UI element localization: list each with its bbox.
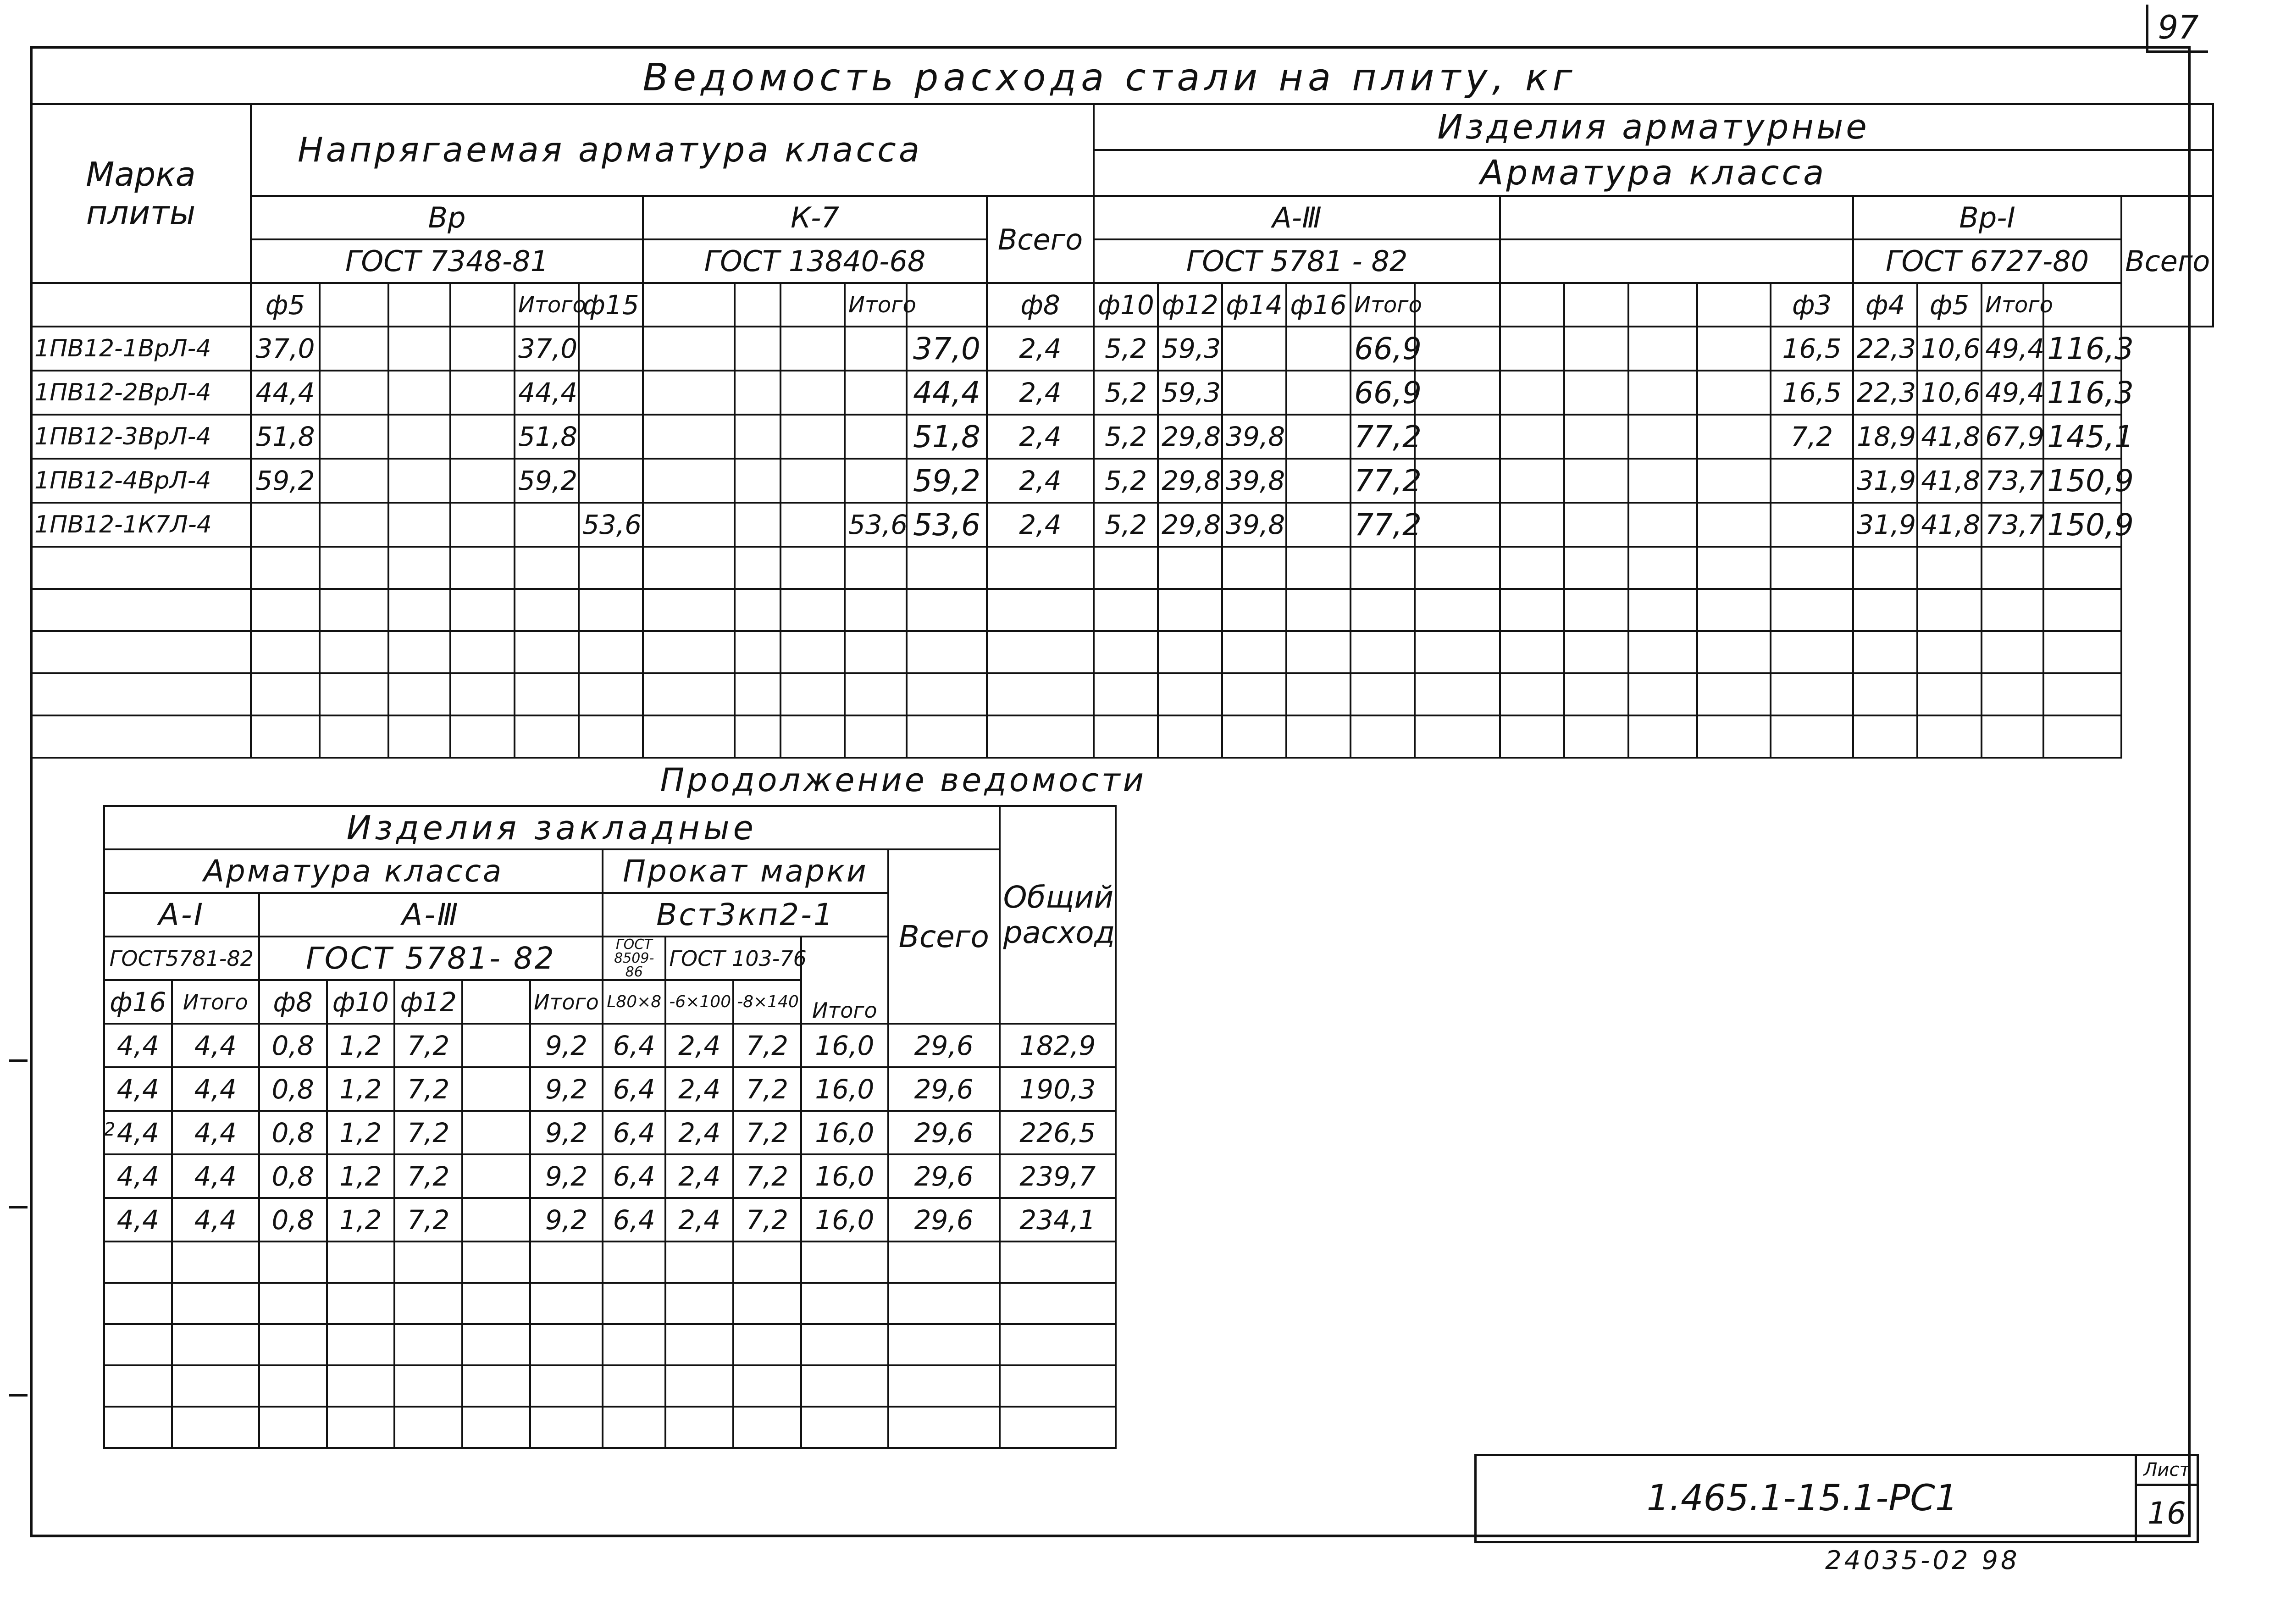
gost-8509: ГОСТ 8509-86 (603, 937, 665, 980)
cell-s6: 2,4 (665, 1024, 733, 1067)
hdr-a3-d14: ф14 (1222, 283, 1286, 327)
cell-s6: 2,4 (665, 1198, 733, 1242)
cell-overall: 182,9 (1000, 1024, 1116, 1067)
table-row (104, 1067, 1116, 1111)
cell-bp-d5: 44,4 (251, 371, 320, 415)
table-row (31, 503, 2213, 547)
main-table (30, 103, 2214, 759)
page-number: 97 (2146, 5, 2208, 53)
mark-subcell (31, 283, 251, 327)
empty-row (31, 589, 2213, 631)
cell-a3-d12: 7,2 (394, 1111, 462, 1154)
empty-row (31, 547, 2213, 589)
cell-rolled-itogo: 16,0 (801, 1067, 888, 1111)
cell-bp1-d5: 41,8 (1917, 415, 1982, 459)
continuation-table (103, 805, 1117, 1449)
empty-row (104, 1407, 1116, 1448)
cell-overall: 239,7 (1000, 1154, 1116, 1198)
cell-a3-d8: 0,8 (259, 1067, 327, 1111)
cell-bp1-itogo: 49,4 (1982, 327, 2043, 371)
table-row (104, 1154, 1116, 1198)
cell-total: 29,6 (888, 1067, 1000, 1111)
cell-a3-d14: 39,8 (1222, 415, 1286, 459)
cell-bp1-itogo: 73,7 (1982, 459, 2043, 503)
cell-a3-d12: 7,2 (394, 1154, 462, 1198)
hdr-bp1-d4: ф4 (1853, 283, 1917, 327)
cell-a3-itogo: 9,2 (530, 1024, 603, 1067)
cell-s8: 7,2 (733, 1024, 801, 1067)
hdr-a3-d12: ф12 (1158, 283, 1222, 327)
class-bp: Вр (251, 196, 643, 239)
cell-items-total: 150,9 (2043, 503, 2121, 547)
cell-s6: 2,4 (665, 1154, 733, 1198)
gost-bp1: ГОСТ 6727-80 (1853, 239, 2121, 283)
cell-a3-d12: 59,3 (1158, 327, 1222, 371)
cell-bp-d5: 37,0 (251, 327, 320, 371)
hdr-a3-d16: ф16 (1286, 283, 1351, 327)
header-total: Всего (888, 849, 1000, 1024)
cell-a3-d8: 0,8 (259, 1154, 327, 1198)
cell-mark: 1ПВ12-2ВрЛ-4 (31, 371, 251, 415)
gost-a3-embedded: ГОСТ 5781- 82 (259, 937, 603, 980)
cell-bp-d5: 51,8 (251, 415, 320, 459)
cell-bp1-d4: 18,9 (1853, 415, 1917, 459)
hdr-bp1-d5: ф5 (1917, 283, 1982, 327)
cell-a3-itogo: 66,9 (1351, 327, 1415, 371)
gost-a1: ГОСТ5781-82 (104, 937, 259, 980)
hdr-s8: -8×140 (733, 980, 801, 1024)
cell-s8: 7,2 (733, 1154, 801, 1198)
cell-a3-d10: 1,2 (327, 1154, 395, 1198)
cell-a1-itogo: 4,4 (172, 1067, 259, 1111)
cell-k7-itogo (845, 415, 907, 459)
cell-bp-d5 (251, 503, 320, 547)
cell-bp1-d3: 7,2 (1771, 415, 1853, 459)
cell-k7-itogo: 53,6 (845, 503, 907, 547)
cell-bp-itogo (515, 503, 579, 547)
cell-k7-d15: 53,6 (579, 503, 643, 547)
cell-a3-d10: 5,2 (1094, 371, 1158, 415)
gost-103: ГОСТ 103-76 (665, 937, 801, 980)
col-header-mark: Марка плиты (31, 104, 251, 283)
hdr-bp1-itogo: Итого (1982, 283, 2043, 327)
cell-mark: 1ПВ12-1ВрЛ-4 (31, 327, 251, 371)
cell-k7-d15 (579, 459, 643, 503)
cell-total: 29,6 (888, 1024, 1000, 1067)
gost-k7: ГОСТ 13840-68 (643, 239, 987, 283)
cell-a1-itogo: 4,4 (172, 1154, 259, 1198)
class-blank (1500, 196, 1853, 239)
table-row (31, 327, 2213, 371)
cell-a3-itogo: 9,2 (530, 1111, 603, 1154)
cell-a3-itogo: 9,2 (530, 1198, 603, 1242)
cell-total: 59,2 (907, 459, 987, 503)
hdr-a3-d10-emb: ф10 (327, 980, 395, 1024)
cell-a1-itogo: 4,4 (172, 1024, 259, 1067)
cell-items-total: 150,9 (2043, 459, 2121, 503)
cell-a3-itogo: 9,2 (530, 1154, 603, 1198)
header-rebar-class: Арматура класса (104, 849, 603, 893)
cell-a3-d8: 2,4 (987, 503, 1094, 547)
cell-a3-d8: 2,4 (987, 371, 1094, 415)
cell-bp1-d3 (1771, 503, 1853, 547)
cell-bp1-itogo: 49,4 (1982, 371, 2043, 415)
cell-bp-d5: 59,2 (251, 459, 320, 503)
cell-total: 44,4 (907, 371, 987, 415)
empty-row (104, 1283, 1116, 1324)
cell-a3-itogo: 77,2 (1351, 503, 1415, 547)
hdr-a3-d12-emb: ф12 (394, 980, 462, 1024)
cell-a3-d14: 39,8 (1222, 503, 1286, 547)
hdr-a3-itogo-emb: Итого (530, 980, 603, 1024)
sheet-number: 16 (2148, 1496, 2186, 1531)
table-row (104, 1111, 1116, 1154)
header-items: Изделия арматурные (1094, 104, 2213, 150)
cell-a3-d12: 7,2 (394, 1198, 462, 1242)
cell-rolled-itogo: 16,0 (801, 1198, 888, 1242)
cell-total: 51,8 (907, 415, 987, 459)
cell-bp1-d3 (1771, 459, 1853, 503)
cell-bp1-d5: 10,6 (1917, 327, 1982, 371)
cell-a3-d10: 1,2 (327, 1067, 395, 1111)
title-block-stamp (1474, 1454, 2199, 1543)
cell-bp1-d3: 16,5 (1771, 371, 1853, 415)
cell-a3-d16 (1286, 503, 1351, 547)
cell-a3-d8: 2,4 (987, 327, 1094, 371)
sheet-label: Лист (2137, 1456, 2197, 1486)
cell-l80: 6,4 (603, 1067, 665, 1111)
cell-l80: 6,4 (603, 1024, 665, 1067)
cell-a3-itogo: 9,2 (530, 1067, 603, 1111)
cell-s8: 7,2 (733, 1111, 801, 1154)
cell-a3-d8: 0,8 (259, 1024, 327, 1067)
cell-overall: 190,3 (1000, 1067, 1116, 1111)
cell-a1-itogo: 4,4 (172, 1198, 259, 1242)
cell-a1-itogo: 4,4 (172, 1111, 259, 1154)
cell-bp1-d5: 41,8 (1917, 503, 1982, 547)
gost-bp: ГОСТ 7348-81 (251, 239, 643, 283)
cell-items-total: 116,3 (2043, 371, 2121, 415)
cell-a3-d10: 5,2 (1094, 415, 1158, 459)
cell-a3-d16 (1286, 459, 1351, 503)
cell-a1-d16: 4,4 (104, 1024, 172, 1067)
header-embedded: Изделия закладные (104, 806, 1000, 849)
cell-a3-d14: 39,8 (1222, 459, 1286, 503)
empty-row (104, 1242, 1116, 1283)
steel-grade: Вст3кп2-1 (603, 893, 888, 937)
cell-bp-itogo: 44,4 (515, 371, 579, 415)
table-row (31, 459, 2213, 503)
cell-a1-d16: 4,4 (104, 1067, 172, 1111)
cell-mark: 1ПВ12-1К7Л-4 (31, 503, 251, 547)
cell-bp1-d4: 31,9 (1853, 503, 1917, 547)
cell-rolled-itogo: 16,0 (801, 1154, 888, 1198)
cell-a3-d16 (1286, 371, 1351, 415)
cell-k7-d15 (579, 327, 643, 371)
table-row (104, 1198, 1116, 1242)
cell-a3-d14 (1222, 327, 1286, 371)
class-a3: А-Ⅲ (1094, 196, 1500, 239)
cell-bp1-d3: 16,5 (1771, 327, 1853, 371)
empty-row (104, 1324, 1116, 1365)
cell-bp1-itogo: 73,7 (1982, 503, 2043, 547)
cell-k7-itogo (845, 327, 907, 371)
cell-bp-itogo: 59,2 (515, 459, 579, 503)
header-rolled-grade: Прокат марки (603, 849, 888, 893)
cell-total: 29,6 (888, 1154, 1000, 1198)
cell-a3-d16 (1286, 415, 1351, 459)
table-row (104, 1024, 1116, 1067)
margin-tick (9, 1059, 28, 1062)
cell-a3-d12: 59,3 (1158, 371, 1222, 415)
cell-a3-itogo: 77,2 (1351, 415, 1415, 459)
cell-bp1-d4: 22,3 (1853, 371, 1917, 415)
margin-mark: 2 (104, 1119, 116, 1140)
margin-tick (9, 1394, 28, 1397)
sheet-box (2135, 1456, 2197, 1541)
header-prestressed: Напрягаемая арматура класса (251, 104, 1094, 196)
cell-bp1-d4: 31,9 (1853, 459, 1917, 503)
margin-tick (9, 1206, 28, 1208)
cell-total: 53,6 (907, 503, 987, 547)
cell-a3-d12: 7,2 (394, 1024, 462, 1067)
hdr-bp-itogo: Итого (515, 283, 579, 327)
cell-s8: 7,2 (733, 1198, 801, 1242)
cell-items-total: 145,1 (2043, 415, 2121, 459)
cell-a3-itogo: 77,2 (1351, 459, 1415, 503)
document-code: 1.465.1-15.1-РС1 (1646, 1478, 1958, 1519)
empty-row (31, 715, 2213, 758)
hdr-k7-d15: ф15 (579, 283, 643, 327)
cell-bp-itogo: 51,8 (515, 415, 579, 459)
hdr-a3-d10: ф10 (1094, 283, 1158, 327)
cell-total: 29,6 (888, 1111, 1000, 1154)
total-prestressed: Всего (987, 196, 1094, 283)
cell-mark: 1ПВ12-3ВрЛ-4 (31, 415, 251, 459)
continuation-title: Продолжение ведомости (660, 761, 1146, 799)
table-row (31, 371, 2213, 415)
cell-a3-d8: 0,8 (259, 1111, 327, 1154)
cell-bp1-itogo: 67,9 (1982, 415, 2043, 459)
header-items-rebar-class: Арматура класса (1094, 150, 2213, 196)
hdr-a1-itogo: Итого (172, 980, 259, 1024)
class-bp1: Вр-Ⅰ (1853, 196, 2121, 239)
cell-bp1-d5: 10,6 (1917, 371, 1982, 415)
cell-total: 29,6 (888, 1198, 1000, 1242)
cell-bp-itogo: 37,0 (515, 327, 579, 371)
cell-bp1-d4: 22,3 (1853, 327, 1917, 371)
cell-k7-d15 (579, 371, 643, 415)
header-overall: Общий расход (1000, 806, 1116, 1024)
cell-a3-d10: 1,2 (327, 1024, 395, 1067)
cell-l80: 6,4 (603, 1198, 665, 1242)
class-a3-embedded: А-Ⅲ (259, 893, 603, 937)
table-row (31, 415, 2213, 459)
cell-s8: 7,2 (733, 1067, 801, 1111)
cell-a3-d10: 5,2 (1094, 503, 1158, 547)
cell-a3-d10: 1,2 (327, 1111, 395, 1154)
empty-row (31, 673, 2213, 715)
gost-blank (1500, 239, 1853, 283)
cell-total: 37,0 (907, 327, 987, 371)
cell-a3-d8: 0,8 (259, 1198, 327, 1242)
cell-a1-d16: 4,4 (104, 1111, 172, 1154)
cell-a3-d10: 5,2 (1094, 459, 1158, 503)
class-k7: К-7 (643, 196, 987, 239)
cell-k7-d15 (579, 415, 643, 459)
empty-row (31, 631, 2213, 673)
hdr-bp1-d3: ф3 (1771, 283, 1853, 327)
cell-a1-d16: 4,4 (104, 1154, 172, 1198)
cell-rolled-itogo: 16,0 (801, 1111, 888, 1154)
cell-rolled-itogo: 16,0 (801, 1024, 888, 1067)
archive-number: 24035-02 98 (1825, 1546, 2020, 1575)
gost-a3: ГОСТ 5781 - 82 (1094, 239, 1500, 283)
cell-a3-d8: 2,4 (987, 459, 1094, 503)
hdr-a3-d8: ф8 (987, 283, 1094, 327)
cell-s6: 2,4 (665, 1111, 733, 1154)
cell-a3-d14 (1222, 371, 1286, 415)
hdr-s6: -6×100 (665, 980, 733, 1024)
cell-bp1-d5: 41,8 (1917, 459, 1982, 503)
cell-s6: 2,4 (665, 1067, 733, 1111)
page-title: Ведомость расхода стали на плиту, кг (642, 56, 1577, 100)
cell-a1-d16: 4,4 (104, 1198, 172, 1242)
cell-k7-itogo (845, 371, 907, 415)
cell-mark: 1ПВ12-4ВрЛ-4 (31, 459, 251, 503)
cell-items-total: 116,3 (2043, 327, 2121, 371)
cell-a3-itogo: 66,9 (1351, 371, 1415, 415)
cell-overall: 234,1 (1000, 1198, 1116, 1242)
cell-l80: 6,4 (603, 1111, 665, 1154)
cell-a3-d12: 7,2 (394, 1067, 462, 1111)
hdr-a1-d16: ф16 (104, 980, 172, 1024)
cell-a3-d10: 1,2 (327, 1198, 395, 1242)
cell-a3-d10: 5,2 (1094, 327, 1158, 371)
hdr-k7-itogo: Итого (845, 283, 907, 327)
hdr-a3-itogo: Итого (1351, 283, 1415, 327)
cell-overall: 226,5 (1000, 1111, 1116, 1154)
cell-a3-d8: 2,4 (987, 415, 1094, 459)
cell-l80: 6,4 (603, 1154, 665, 1198)
hdr-bp-d5: ф5 (251, 283, 320, 327)
hdr-a3-d8-emb: ф8 (259, 980, 327, 1024)
class-a1: А-Ⅰ (104, 893, 259, 937)
cell-a3-d12: 29,8 (1158, 503, 1222, 547)
cell-a3-d12: 29,8 (1158, 459, 1222, 503)
total-items: Всего (2121, 196, 2213, 327)
hdr-rolled-itogo: Итого (801, 937, 888, 1024)
cell-a3-d16 (1286, 327, 1351, 371)
empty-row (104, 1365, 1116, 1407)
hdr-l80: L80×8 (603, 980, 665, 1024)
cell-a3-d12: 29,8 (1158, 415, 1222, 459)
cell-k7-itogo (845, 459, 907, 503)
